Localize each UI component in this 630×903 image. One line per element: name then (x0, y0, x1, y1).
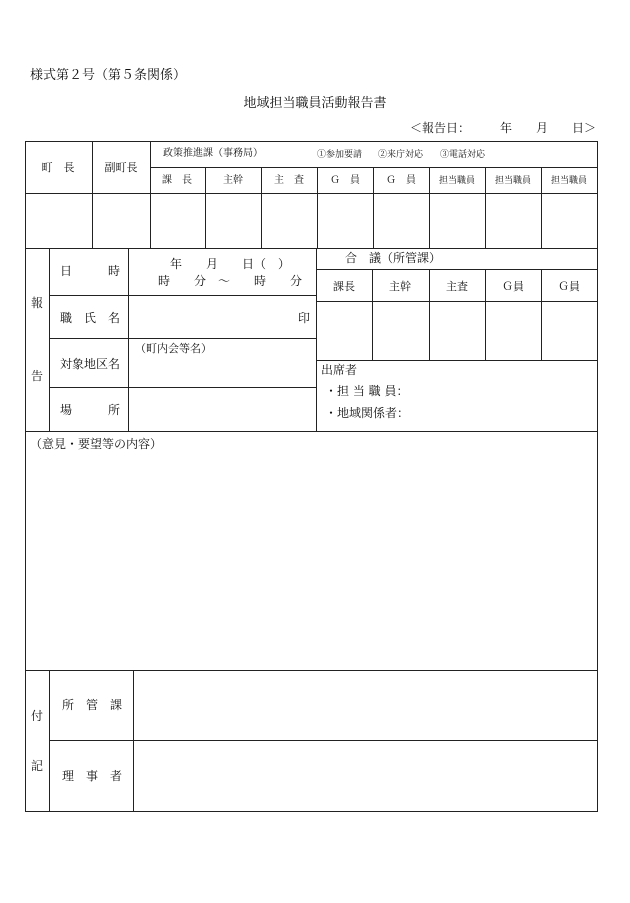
consult-role-chief: 課長 (333, 280, 355, 293)
role-supervisor: 主幹 (223, 175, 243, 186)
name-label: 職 氏 名 (60, 311, 121, 325)
consult-role-g-staff-1: Ｇ員 (502, 280, 524, 293)
role-officer-2: 担当職員 (494, 176, 532, 186)
notes-side-label-1: 付 (31, 709, 44, 723)
area-note: （町内会等名） (135, 342, 212, 355)
attendees-local: ・地域関係者： (325, 406, 410, 420)
option-phone: ③電話対応 (440, 150, 486, 160)
role-officer-3: 担当職員 (550, 176, 588, 186)
role-inspector: 主 査 (274, 175, 304, 186)
notes-side-label-2: 記 (31, 759, 44, 773)
report-side-label-1: 報 (31, 296, 44, 310)
approval-table (25, 141, 598, 249)
seal-mark: 印 (298, 311, 311, 325)
option-visit: ②来庁対応 (378, 150, 424, 160)
attendees-label: 出席者 (321, 363, 358, 377)
date-line: 年 月 日（ ） (170, 257, 291, 271)
form-number: 様式第２号（第５条関係） (30, 68, 187, 83)
attendees-staff: ・担 当 職 員： (325, 384, 409, 398)
opinions-box (25, 431, 598, 671)
town-head-label: 町 長 (41, 161, 75, 174)
dept-in-charge-label: 所 管 課 (62, 698, 123, 712)
consult-title: 合 議（所管課） (345, 251, 442, 265)
role-g-staff-2: Ｇ 員 (386, 175, 416, 186)
opinions-label: （意見・要望等の内容） (30, 437, 163, 451)
option-request: ①参加要請 (317, 150, 363, 160)
dept-label: 政策推進課（事務局） (163, 148, 263, 159)
consult-role-inspector: 主査 (446, 280, 468, 293)
consult-role-g-staff-2: Ｇ員 (558, 280, 580, 293)
datetime-label: 日 時 (60, 264, 121, 278)
report-side-label-2: 告 (31, 369, 44, 383)
place-label: 場 所 (60, 403, 121, 417)
page-title: 地域担当職員活動報告書 (243, 96, 387, 111)
time-line: 時 分 ～ 時 分 (158, 274, 303, 288)
role-section-chief: 課 長 (162, 175, 192, 186)
consult-role-supervisor: 主幹 (389, 280, 411, 293)
report-date: ＜報告日： 年 月 日＞ (410, 121, 597, 135)
deputy-head-label: 副町長 (104, 161, 138, 174)
director-label: 理 事 者 (62, 769, 123, 783)
role-g-staff-1: Ｇ 員 (330, 175, 360, 186)
area-label: 対象地区名 (60, 357, 121, 371)
role-officer-1: 担当職員 (438, 176, 476, 186)
notes-table (25, 670, 598, 812)
